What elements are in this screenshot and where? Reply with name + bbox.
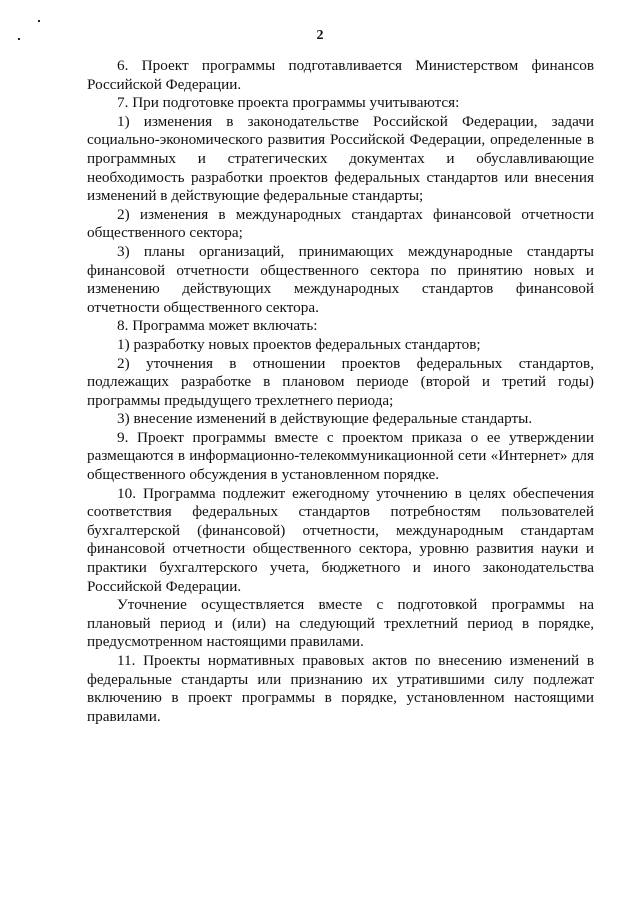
paragraph-8: 8. Программа может включать: [117, 317, 318, 335]
page-number: 2 [316, 28, 324, 43]
paragraph-7-item-2: 2) изменения в международных стандартах финансовой отчетности общественного сектора; [87, 205, 594, 242]
scan-speck [38, 20, 40, 22]
paragraph-7: 7. При подготовке проекта программы учитываются: [117, 94, 460, 112]
paragraph-10: 10. Программа подлежит ежегодному уточнению в целях обеспечения соответствия федеральных стандартов потребностям пользователей бухгалтерской (финансовой) отчетности, международным стандартам финансовой отчетности общественного сектора, уровню развития науки и практики бухгалтерского учета, бюджетного и иного законодательства Российской Федерации. [87, 484, 594, 595]
document-body [87, 57, 594, 726]
paragraph-10-note: Уточнение осуществляется вместе с подготовкой программы на плановый период и (или) на следующий трехлетний период в порядке, предусмотренном настоящими правилами. [87, 596, 594, 651]
paragraph-8-item-2: 2) уточнения в отношении проектов федеральных стандартов, подлежащих разработке в плановом периоде (второй и третий годы) программы предыдущего трехлетнего периода; [87, 354, 594, 409]
paragraph-7-item-3: 3) планы организаций, принимающих международные стандарты финансовой отчетности общественного сектора по принятию новых и изменению действующих международных стандартов финансовой отчетности общественного сектора. [87, 242, 594, 316]
paragraph-9: 9. Проект программы вместе с проектом приказа о ее утверждении размещаются в информационно-телекоммуникационной сети «Интернет» для общественного обсуждения в установленном порядке. [87, 428, 594, 484]
paragraph-6: 6. Проект программы подготавливается Министерством финансов Российской Федерации. [87, 57, 594, 93]
paragraph-7-item-1: 1) изменения в законодательстве Российской Федерации, задачи социально-экономического развития Российской Федерации, определенные в программных и стратегических документах и обуславливающие необходимость разработки проектов федеральных стандартов или внесения изменений в действующие федеральные стандарты; [87, 112, 594, 205]
paragraph-11: 11. Проекты нормативных правовых актов по внесению изменений в федеральные стандарты или признанию их утратившими силу подлежат включению в проект программы в порядке, установленном настоящими правилами. [87, 652, 594, 725]
paragraph-8-item-3: 3) внесение изменений в действующие федеральные стандарты. [117, 410, 533, 428]
paragraph-8-item-1: 1) разработку новых проектов федеральных стандартов; [117, 335, 481, 353]
